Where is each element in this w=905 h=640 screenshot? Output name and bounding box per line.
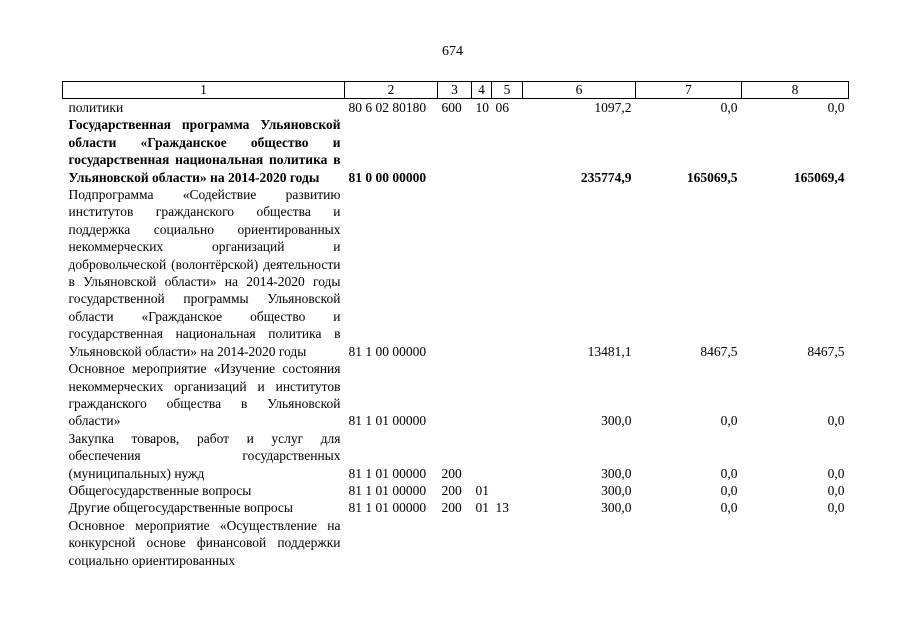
amount-2019: 0,0	[720, 482, 738, 498]
row-name: Закупка товаров, работ и услуг для обеспечения государственных (муниципальных) нужд	[68, 430, 341, 481]
section-code	[472, 360, 492, 430]
target-article-code: 80 6 02 80180	[348, 100, 427, 115]
expense-type-code: 200	[441, 465, 462, 481]
section-code	[472, 430, 492, 482]
table-row	[63, 517, 849, 569]
amount-2019: 165069,5	[686, 169, 738, 185]
amount-2019: 0,0	[720, 465, 738, 481]
section-code: 01	[475, 482, 489, 498]
subsection-code	[492, 430, 523, 482]
section-code	[472, 186, 492, 360]
amount-2018: 300,0	[601, 500, 632, 516]
row-name: Основное мероприятие «Изучение состояния некоммерческих организаций и институтов гражданского общества в Ульяновской области»	[68, 361, 341, 429]
column-number-row	[63, 82, 849, 99]
row-name: Основное мероприятие «Осуществление на конкурсной основе финансовой поддержки социально ориентированных	[68, 517, 341, 568]
amount-2018: 300,0	[601, 413, 632, 429]
row-name: политики	[68, 100, 124, 115]
column-header: 7	[636, 82, 742, 99]
column-header: 1	[63, 82, 345, 99]
budget-table	[62, 81, 849, 569]
amount-2020	[742, 517, 849, 569]
expense-type-code	[438, 186, 472, 360]
table-row	[63, 99, 849, 117]
expense-type-code: 200	[441, 500, 462, 516]
amount-2018: 300,0	[601, 482, 632, 498]
page-number: 674	[442, 44, 463, 59]
row-name: Государственная программа Ульяновской области «Гражданское общество и государственная национальная политика в Ульяновской области» на 2014-2020 годы	[68, 117, 341, 185]
amount-2019: 0,0	[720, 413, 738, 429]
table-row	[63, 499, 849, 516]
section-code: 10	[475, 100, 489, 115]
amount-2018: 1097,2	[594, 100, 632, 115]
column-header: 4	[472, 82, 492, 99]
target-article-code: 81 1 00 00000	[348, 343, 427, 359]
section-code	[472, 116, 492, 186]
expense-type-code: 600	[441, 100, 462, 115]
table-row	[63, 482, 849, 499]
target-article-code: 81 1 01 00000	[348, 465, 427, 481]
subsection-code	[492, 116, 523, 186]
amount-2020: 0,0	[827, 500, 845, 516]
amount-2018	[523, 517, 636, 569]
table-row	[63, 186, 849, 360]
table-row	[63, 116, 849, 186]
amount-2020: 0,0	[827, 413, 845, 429]
amount-2019	[636, 517, 742, 569]
amount-2020: 0,0	[827, 482, 845, 498]
target-article-code: 81 1 01 00000	[348, 500, 427, 516]
row-name: Другие общегосударственные вопросы	[68, 500, 293, 516]
column-header: 8	[742, 82, 849, 99]
column-header: 5	[492, 82, 523, 99]
amount-2020: 8467,5	[807, 343, 845, 359]
column-header: 6	[523, 82, 636, 99]
amount-2020: 0,0	[827, 100, 845, 115]
amount-2020: 165069,4	[793, 169, 845, 185]
column-header: 2	[345, 82, 438, 99]
row-name: Подпрограмма «Содействие развитию институтов гражданского общества и поддержка социально ориентированных некоммерческих организаций и добровольческой (волонтёрской) деятельности в Ульяновской области» на 2014-2020 годы государственной программы Ульяновской области «Гражданское общество и государственная национальная политика в Ульяновской области» на 2014-2020 годы	[68, 187, 341, 359]
subsection-code: 13	[495, 500, 509, 516]
target-article-code: 81 0 00 00000	[348, 169, 427, 185]
subsection-code	[492, 482, 523, 499]
expense-type-code	[438, 360, 472, 430]
amount-2020: 0,0	[827, 465, 845, 481]
row-name: Общегосударственные вопросы	[68, 482, 252, 498]
subsection-code	[492, 517, 523, 569]
table-row	[63, 430, 849, 482]
column-header: 3	[438, 82, 472, 99]
target-article-code	[345, 517, 438, 569]
expense-type-code	[438, 116, 472, 186]
amount-2018: 300,0	[601, 465, 632, 481]
amount-2018: 13481,1	[587, 343, 632, 359]
amount-2019: 0,0	[720, 100, 738, 115]
table-body	[63, 99, 849, 569]
expense-type-code	[438, 517, 472, 569]
target-article-code: 81 1 01 00000	[348, 482, 427, 498]
amount-2018: 235774,9	[580, 169, 632, 185]
table-row	[63, 360, 849, 430]
subsection-code	[492, 360, 523, 430]
expense-type-code: 200	[441, 482, 462, 498]
subsection-code: 06	[495, 100, 509, 115]
subsection-code	[492, 186, 523, 360]
section-code	[472, 517, 492, 569]
target-article-code: 81 1 01 00000	[348, 413, 427, 429]
amount-2019: 8467,5	[700, 343, 738, 359]
amount-2019: 0,0	[720, 500, 738, 516]
section-code: 01	[475, 500, 489, 516]
